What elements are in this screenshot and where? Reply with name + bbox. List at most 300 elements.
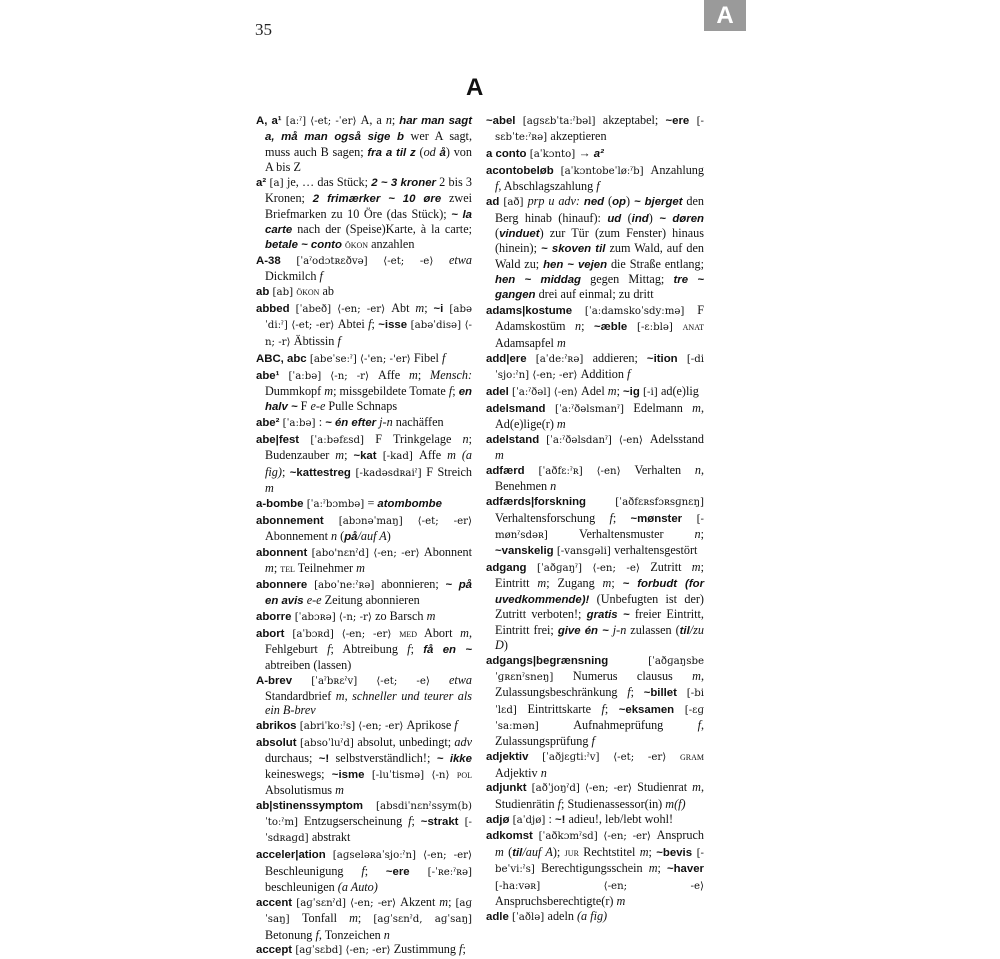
pronunciation: [ˈaðjɛɡtiːˀv] ⟨-et; -er⟩	[528, 752, 680, 764]
definition-text: F Adamskostüm	[495, 303, 704, 334]
pronunciation: [ˈabɔʀə] ⟨-n; -r⟩	[291, 612, 376, 624]
definition-text: )	[386, 528, 391, 543]
domain-label: anat	[682, 321, 704, 334]
pronunciation: [-luˈtismə] ⟨-n⟩	[364, 769, 457, 781]
definition-text: ;	[424, 301, 434, 316]
example-phrase: tre ~ gangen	[495, 273, 704, 302]
pronunciation: [ˈaðɡaŋˀ] ⟨-en; -e⟩	[526, 563, 651, 575]
definition-text: abonnieren;	[381, 576, 446, 591]
headword: ~bevis	[656, 846, 693, 859]
pronunciation: [abriˈkoːˀs] ⟨-en; -er⟩	[296, 721, 407, 733]
headword: ABC, abc	[256, 352, 307, 365]
definition-text: ; Eintritt	[495, 560, 704, 591]
definition-text: Pulle Schnaps	[325, 399, 398, 414]
example-phrase: hen ~ middag	[495, 273, 581, 286]
grammar-label: m(f)	[665, 796, 686, 811]
pronunciation: [aɡˈsɛnˀd] ⟨-en; -er⟩	[292, 897, 401, 909]
dictionary-entry	[486, 432, 704, 463]
grammar-label: f	[407, 642, 411, 657]
definition-text: (	[415, 144, 424, 159]
headword: ~ition	[646, 352, 678, 365]
grammar-label: m	[409, 367, 418, 382]
pronunciation: [aˈkɔntobeˈløːˀb]	[553, 166, 651, 178]
grammar-label: m	[439, 894, 449, 909]
definition-text: ;	[648, 844, 657, 859]
definition-text: Standardbrief	[265, 688, 336, 703]
pronunciation: [-kad]	[376, 451, 420, 463]
definition-text: addieren;	[592, 350, 647, 365]
grammar-label: od	[423, 144, 436, 159]
grammar-label: n	[550, 479, 557, 494]
definition-text: anzahlen	[368, 237, 415, 252]
definition-text: ;	[344, 448, 354, 463]
dictionary-entry	[256, 175, 472, 253]
grammar-label: etwa	[448, 672, 472, 687]
definition-text: Zustimmung	[393, 942, 460, 957]
dictionary-entry	[486, 463, 704, 494]
grammar-label: f	[627, 367, 631, 381]
grammar-label: m	[692, 780, 701, 795]
definition-text: ;	[462, 942, 466, 957]
grammar-label: j-n	[379, 415, 393, 430]
dictionary-entry	[486, 384, 704, 400]
headword: ~kat	[353, 450, 377, 463]
example-phrase: hen ~ vejen	[543, 258, 608, 271]
definition-text: Anzahlung	[650, 163, 704, 178]
grammar-label: f	[441, 350, 446, 365]
domain-label: ökon	[344, 239, 369, 252]
domain-label: tel	[280, 563, 295, 576]
grammar-label: f	[557, 796, 562, 811]
dictionary-entry	[486, 146, 704, 162]
definition-text: Rechtstitel	[578, 844, 640, 859]
definition-text: keineswegs;	[265, 766, 332, 781]
definition-text: ;	[281, 464, 290, 479]
dictionary-entry	[486, 494, 704, 559]
example-phrase: ~ én efter	[325, 417, 377, 430]
headword: abort	[256, 628, 285, 640]
headword: ~!	[318, 753, 330, 766]
pronunciation: [ˈaːˀðəlsmanˀ]	[545, 403, 634, 415]
example-phrase: ~ skoven til	[541, 243, 606, 256]
definition-text: ) von A bis Z	[265, 144, 472, 175]
definition-text: adieu!, leb/lebt wohl!	[565, 811, 674, 826]
example-phrase: ~ døren	[659, 212, 704, 225]
definition-text: , Studienrätin	[495, 780, 704, 811]
dictionary-entry	[256, 513, 472, 545]
grammar-label: m	[556, 417, 566, 432]
example-phrase: ~ ikke	[436, 753, 472, 766]
pronunciation: [-ɛːblə]	[627, 322, 683, 334]
definition-text: den Berg hinab (hinauf):	[495, 194, 705, 225]
example-phrase: give én ~	[557, 624, 609, 637]
dictionary-entry	[256, 798, 472, 847]
definition-text: Adamsapfel	[495, 335, 557, 350]
example-phrase: 2 ~ 3 kroner	[371, 176, 436, 189]
grammar-label: n	[540, 765, 547, 780]
headword: a conto	[486, 148, 527, 161]
headword: ad	[486, 196, 500, 209]
pronunciation: [aɡˈsaŋ]	[265, 897, 473, 926]
dictionary-entry	[486, 780, 704, 811]
definition-text: ) zur Tür (zum Fenster) hinaus (hinein);	[495, 225, 704, 256]
definition-text: (	[621, 210, 632, 225]
headword: adfærds|forskning	[486, 496, 587, 509]
pronunciation: [aˈkɔnto]	[526, 149, 579, 161]
dictionary-entry	[256, 432, 472, 495]
headword: accept	[256, 944, 293, 957]
dictionary-entry	[256, 415, 472, 431]
definition-text: ;	[604, 701, 619, 716]
definition-text: Zeitung abonnieren	[321, 593, 420, 608]
pronunciation: [aˈdeːˀʀə]	[526, 353, 593, 365]
definition-text: )	[503, 637, 508, 652]
example-phrase: en halv ~	[265, 385, 472, 414]
headword: abbed	[256, 303, 290, 316]
definition-text: ;	[611, 576, 623, 591]
pronunciation: [ˈaːˀðəlsdanˀ] ⟨-en⟩	[539, 434, 650, 446]
example-phrase: til	[679, 624, 690, 637]
headword: ~isme	[331, 768, 365, 781]
definition-text: Dummkopf	[265, 383, 325, 398]
dictionary-entry	[256, 942, 472, 958]
dictionary-entry	[256, 301, 472, 350]
pronunciation: [ˈabeð] ⟨-en; -er⟩	[289, 304, 392, 316]
definition-text: ; Studienassessor(in)	[561, 796, 666, 811]
section-heading: A	[466, 74, 484, 101]
grammar-label: m	[356, 561, 365, 576]
grammar-label: m, schneller und teurer als ein B-brev	[265, 688, 472, 718]
pronunciation: [abəˈdisə] ⟨-n; -r⟩	[265, 320, 472, 348]
headword: a²	[256, 176, 267, 189]
pronunciation: [ˈaðɡaŋsbeˈɡʀɛnˀsneŋ]	[495, 655, 704, 684]
dictionary-entry	[256, 351, 472, 367]
headword: ~haver	[666, 863, 704, 876]
definition-text: Adelsstand	[649, 431, 704, 446]
definition-text: ad(e)lig	[660, 383, 699, 398]
pronunciation: [ˈaːbə] ⟨-n; -r⟩	[279, 370, 379, 382]
example-phrase: få en ~	[423, 644, 473, 657]
grammar-label: f	[601, 701, 605, 716]
dictionary-entry	[256, 496, 472, 512]
definition-text: Aufnahmeprüfung	[573, 718, 698, 733]
definition-text: ; Zugang	[546, 576, 603, 591]
grammar-label: m	[692, 669, 701, 684]
definition-text: ;	[364, 863, 386, 878]
domain-label: med	[399, 628, 418, 640]
grammar-label: (a Auto)	[337, 880, 378, 894]
headword: ~kattestreg	[289, 466, 351, 479]
pronunciation: [-haːvəʀ] ⟨-en; -e⟩	[495, 880, 704, 892]
definition-text: ab	[319, 284, 334, 299]
pronunciation: [absoˈluˀd]	[296, 737, 358, 749]
headword: ~mønster	[630, 512, 683, 525]
grammar-label: f	[368, 317, 372, 332]
example-phrase: gratis ~	[586, 609, 630, 622]
headword: A-brev	[256, 674, 293, 687]
dictionary-entry	[486, 560, 704, 652]
definition-text: , Abschlagszahlung	[498, 179, 597, 194]
definition-text: =	[367, 495, 378, 510]
pronunciation: [aˈdjø]	[509, 814, 549, 826]
pronunciation: [-ˈʀeːˀʀə]	[409, 866, 472, 878]
dictionary-entry	[256, 735, 472, 797]
headword: adle	[486, 910, 509, 923]
definition-text: Adel	[581, 383, 608, 398]
definition-text: nach der (Speise)Karte, à la carte;	[292, 221, 472, 236]
dictionary-entry	[486, 749, 704, 780]
definition-text: Adjektiv	[495, 765, 541, 780]
definition-text: die Straße entlang;	[607, 256, 704, 271]
grammar-label: m	[537, 576, 547, 591]
definition-text: Abonnement	[265, 528, 332, 543]
pronunciation: [abɔnəˈmaŋ] ⟨-et; -er⟩	[323, 515, 472, 527]
definition-text: ;	[700, 526, 705, 541]
dictionary-entry	[256, 368, 472, 415]
definition-text: absolut, unbedingt;	[357, 734, 455, 749]
headword: adjektiv	[486, 751, 529, 764]
pronunciation: [-ˈsdʀaɡd]	[265, 817, 472, 845]
headword: adgang	[486, 562, 527, 575]
definition-text: abtreiben (lassen)	[265, 657, 352, 672]
definition-text: Eintrittskarte	[527, 701, 602, 716]
grammar-label: f	[591, 734, 595, 749]
definition-text: , Tonzeichen	[318, 927, 384, 942]
dictionary-entry	[486, 653, 704, 749]
definition-text: );	[552, 844, 565, 859]
grammar-label: f	[459, 942, 463, 957]
headword: adelstand	[486, 433, 540, 446]
grammar-label: /auf A	[357, 528, 387, 543]
definition-text: Absolutismus	[265, 782, 336, 797]
pronunciation: [-kadəsdʀaiˀ]	[350, 467, 427, 479]
dictionary-entry	[486, 401, 704, 432]
definition-text: Dickmilch	[265, 269, 320, 284]
definition-text: Abt	[391, 301, 416, 316]
pronunciation: [absdiˈnɛnˀssym(b)ˈtoːˀm]	[265, 800, 472, 829]
pronunciation: [-ɛɡˈsaːmən]	[495, 704, 704, 733]
headword: A, a¹	[256, 115, 282, 127]
definition-text: Berechtigungsschein	[541, 861, 649, 876]
definition-text: , Zulassungsbeschränkung	[495, 669, 705, 700]
example-phrase: betale ~ conto	[265, 239, 342, 252]
pronunciation: [-sɛbˈteːˀʀə]	[495, 116, 704, 144]
definition-text: adeln	[547, 908, 577, 923]
definition-text: Affe	[378, 367, 409, 382]
definition-text: zo Barsch	[375, 609, 427, 624]
definition-text: ;	[273, 561, 281, 576]
definition-text: nachäffen	[392, 415, 444, 430]
pronunciation: [-vansɡəli]	[553, 546, 615, 558]
grammar-label: n	[383, 927, 390, 942]
definition-text: akzeptieren	[550, 129, 607, 144]
definition-text: :	[548, 811, 555, 826]
example-phrase: ~ på en avis	[265, 578, 472, 608]
grammar-label: m	[616, 893, 626, 908]
definition-text: ;	[411, 814, 421, 829]
left-column	[256, 113, 472, 959]
definition-text: ;	[357, 911, 374, 926]
grammar-label: f	[454, 718, 458, 733]
pronunciation: [aɡseləʀaˈsjoːˀn] ⟨-en; -er⟩	[325, 850, 472, 862]
example-phrase: å	[439, 146, 446, 159]
headword: abe|fest	[256, 433, 300, 446]
grammar-label: f	[408, 814, 412, 829]
domain-label: gram	[679, 751, 704, 764]
definition-text: Aprikose	[406, 718, 455, 733]
definition-text: Fibel	[413, 350, 442, 365]
example-phrase: ned	[583, 196, 605, 209]
example-phrase: atombombe	[377, 497, 442, 510]
definition-text: Anspruchsberechtigte(r)	[495, 893, 617, 908]
example-phrase: vinduet	[499, 227, 540, 240]
definition-text: gegen Mittag;	[580, 271, 674, 286]
definition-text: ;	[448, 894, 456, 909]
grammar-label: Mensch:	[430, 367, 473, 382]
pronunciation: [ˈaːˀbɔmbə]	[303, 498, 368, 510]
definition-text: (	[495, 225, 500, 240]
domain-label: jur	[564, 846, 579, 859]
pronunciation: [aːˀ] ⟨-et; -ˈer⟩	[281, 116, 361, 127]
right-column	[486, 113, 704, 926]
example-phrase: ~ forbudt (for uvedkommende)!	[495, 578, 705, 606]
definition-text: Betonung	[265, 927, 316, 942]
grammar-label: m	[607, 383, 617, 398]
headword: ~billet	[643, 687, 677, 700]
definition-text: Beschleunigung	[265, 863, 362, 878]
example-phrase: ~ la carte	[265, 208, 472, 236]
pronunciation: [ˈaðfɛʀsfɔʀsɡnɛŋ]	[586, 497, 704, 509]
definition-text: Verhaltensmuster	[579, 526, 695, 541]
grammar-label: m	[324, 383, 334, 398]
grammar-label: m	[602, 576, 612, 591]
headword: add|ere	[486, 352, 527, 365]
dictionary-entry	[256, 847, 472, 894]
headword: adel	[486, 385, 509, 398]
dictionary-entry	[256, 545, 472, 577]
grammar-label: /auf A	[522, 844, 553, 859]
dictionary-entry	[486, 163, 704, 194]
grammar-label: n	[574, 319, 582, 334]
grammar-label: e-e	[310, 399, 326, 414]
headword: acontobeløb	[486, 165, 554, 178]
dictionary-entry	[486, 113, 704, 146]
example-phrase: op	[612, 196, 626, 209]
definition-text: durchaus;	[265, 751, 319, 766]
pronunciation: [ˈaðkɔmˀsd] ⟨-en; -er⟩	[532, 831, 657, 843]
definition-text: Studienrat	[637, 780, 693, 795]
headword: ~abel	[486, 115, 516, 127]
grammar-label: f	[319, 269, 323, 284]
definition-text: zum Wald, auf den Wald zu;	[495, 241, 705, 271]
definition-text: ;	[581, 319, 594, 334]
definition-text: F Trinkgelage	[375, 431, 463, 446]
pronunciation: [ˈaˀbʀɛˀv] ⟨-et; -e⟩	[292, 675, 449, 687]
definition-text: Verhaltensforschung	[495, 510, 610, 525]
headword: aborre	[256, 611, 292, 624]
definition-text: Edelmann	[633, 400, 693, 415]
grammar-label: f	[495, 179, 499, 194]
headword: abonnere	[256, 578, 308, 591]
dictionary-entry	[486, 303, 704, 350]
grammar-label: m	[335, 448, 345, 463]
grammar-label: m	[495, 448, 504, 463]
definition-text: akzeptabel;	[602, 113, 666, 127]
grammar-label: m	[265, 480, 274, 495]
definition-text: (	[604, 194, 613, 209]
definition-text: F	[297, 399, 311, 414]
grammar-label: n	[331, 528, 338, 543]
definition-text: Affe	[419, 448, 448, 463]
headword: adfærd	[486, 465, 525, 478]
grammar-label: f	[448, 383, 453, 398]
headword: adams|kostume	[486, 305, 573, 318]
pronunciation: [ˈaːbəfɛsd]	[299, 434, 376, 446]
definition-text: ;	[391, 113, 400, 127]
dictionary-entry	[256, 895, 472, 942]
dictionary-entry	[486, 812, 704, 828]
definition-text: )	[648, 210, 660, 225]
pronunciation: [að]	[499, 197, 528, 209]
definition-text: verhaltensgestört	[614, 543, 698, 558]
definition-text: Abort	[417, 626, 461, 640]
headword: ~strakt	[420, 816, 459, 829]
headword: ~eksamen	[618, 703, 675, 716]
definition-text: zwei Briefmarken zu 10 Öre (das Stück);	[265, 191, 472, 221]
dictionary-entry	[256, 673, 472, 718]
headword: acceler|ation	[256, 849, 326, 862]
grammar-label: m	[460, 626, 469, 640]
definition-text: ;	[657, 861, 667, 876]
definition-text: →	[578, 146, 594, 161]
letter-tab[interactable]: A	[704, 0, 746, 31]
headword: adgangs|begrænsning	[486, 654, 609, 667]
definition-text: Verhalten	[634, 463, 695, 478]
pronunciation: [-biˈlɛd]	[495, 688, 704, 716]
example-phrase: ind	[631, 212, 649, 225]
headword: ~vanskelig	[495, 545, 554, 558]
headword: ~isse	[378, 319, 408, 332]
definition-text: ;	[630, 685, 644, 700]
grammar-label: f	[315, 927, 319, 942]
definition-text: Akzent	[400, 894, 440, 909]
grammar-label: n	[694, 526, 701, 541]
definition-text: zulassen (	[626, 622, 680, 637]
definition-text: , Zulassungsprüfung	[495, 718, 705, 749]
pronunciation: [aɡˈsɛnˀd, aɡˈsaŋ]	[373, 914, 472, 926]
definition-text: 2 bis 3 Kronen;	[265, 174, 472, 206]
definition-text: , Ad(e)lige(r)	[495, 400, 704, 432]
example-phrase: på	[344, 530, 358, 543]
definition-text: (	[503, 844, 513, 859]
definition-text: Numerus clausus	[572, 669, 693, 684]
pronunciation: [aðˈjoŋˀd] ⟨-en; -er⟩	[526, 783, 638, 795]
grammar-label: n	[462, 431, 469, 446]
headword: adelsmand	[486, 402, 546, 415]
pronunciation: [ˈaˀodɔtʀɛðvə] ⟨-et; -e⟩	[280, 256, 449, 268]
dictionary-entry	[486, 351, 704, 384]
dictionary-entry	[256, 609, 472, 625]
definition-text: F Streich	[426, 464, 472, 479]
headword: abonnent	[256, 546, 308, 559]
grammar-label: f	[697, 718, 701, 733]
definition-text: drei auf einmal; zu dritt	[535, 287, 654, 302]
definition-text: ;	[417, 367, 431, 382]
pronunciation: [ˈaːbə]	[279, 418, 319, 430]
grammar-label: m	[426, 609, 436, 624]
definition-text: Addition	[580, 367, 628, 381]
page-number: 35	[255, 20, 272, 39]
